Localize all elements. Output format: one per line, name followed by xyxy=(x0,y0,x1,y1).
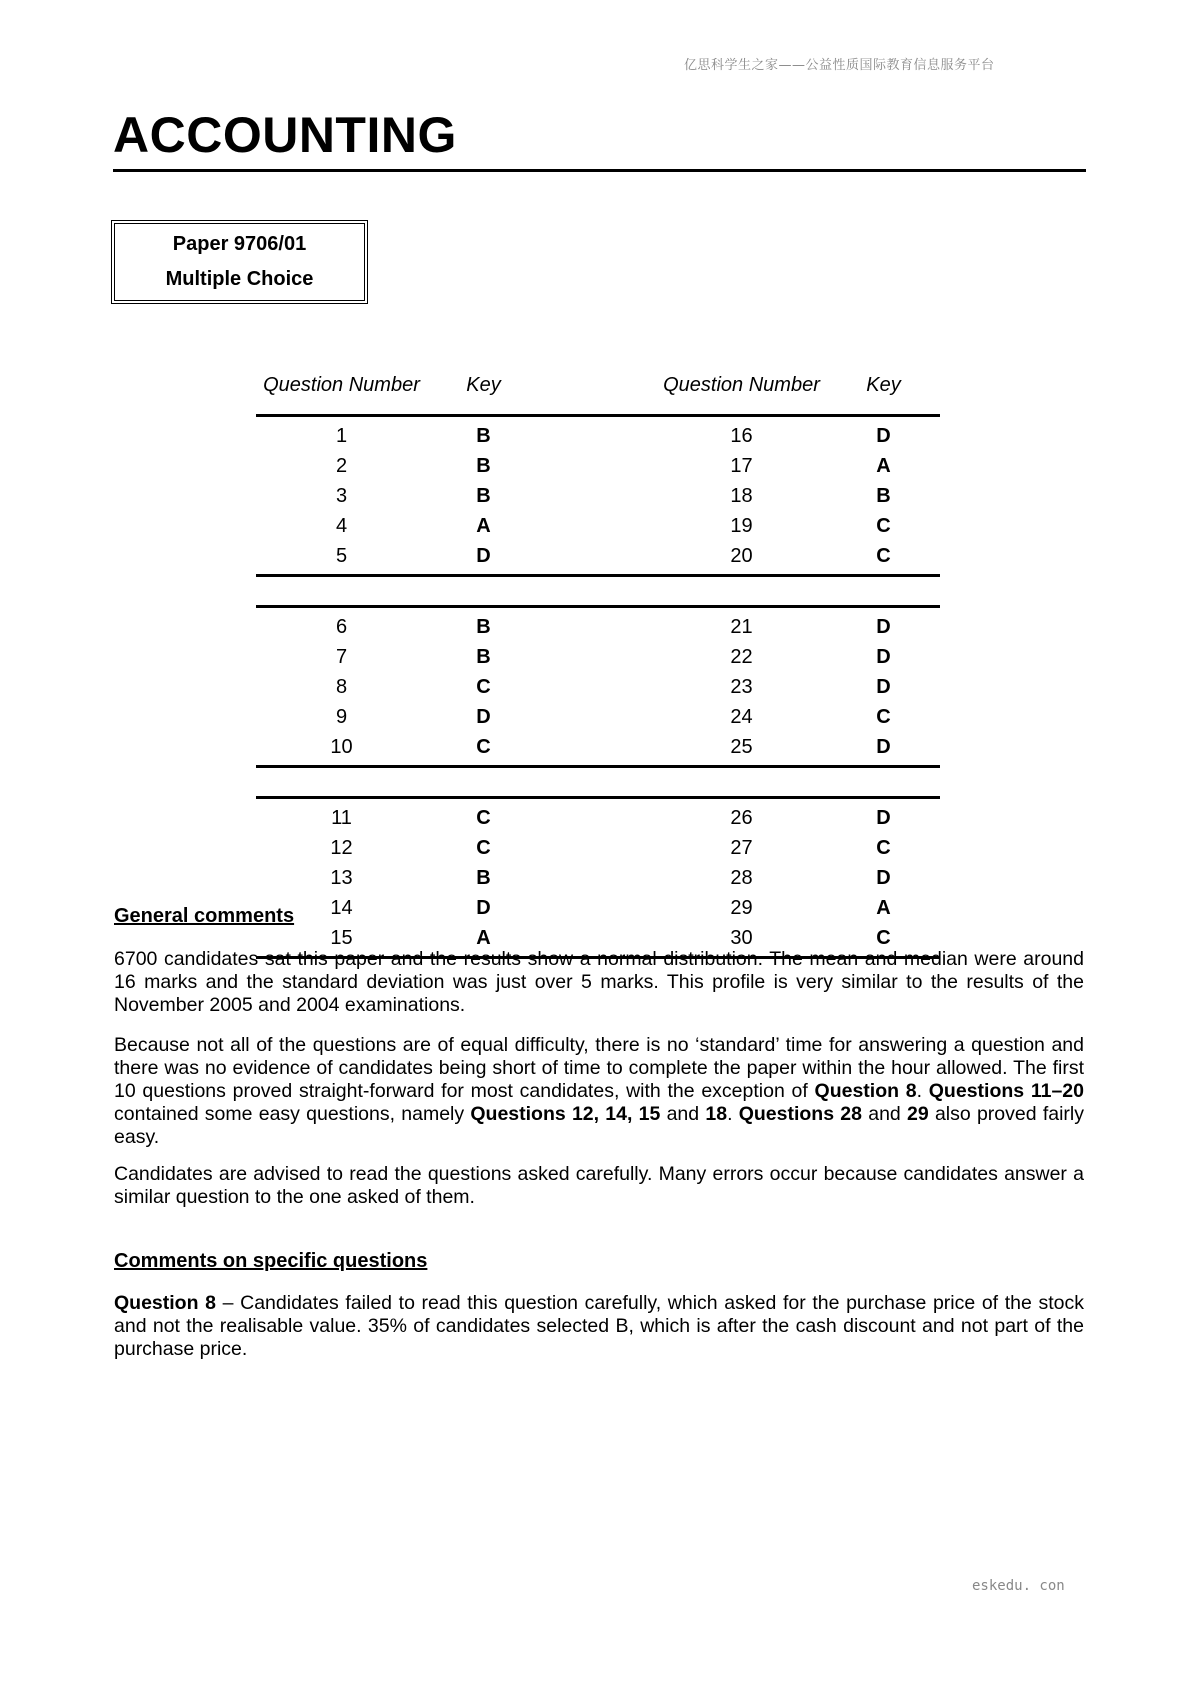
table-row xyxy=(256,833,940,863)
question-number: 2 xyxy=(335,454,348,477)
answer-key: B xyxy=(476,424,491,447)
table-row xyxy=(256,511,940,541)
header-question-number: Question Number xyxy=(663,373,820,396)
answer-key: D xyxy=(876,645,891,668)
answer-key: D xyxy=(876,866,891,889)
answer-key: D xyxy=(476,705,491,728)
header-question-number: Question Number xyxy=(263,373,420,396)
answer-key-header xyxy=(256,356,940,417)
header-watermark-text: 亿思科学生之家——公益性质国际教育信息服务平台 xyxy=(684,58,995,73)
table-row xyxy=(256,421,940,451)
table-row xyxy=(256,732,940,762)
page-title: ACCOUNTING xyxy=(113,107,457,163)
question-number: 29 xyxy=(730,896,753,919)
table-row xyxy=(256,702,940,732)
question-number: 12 xyxy=(330,836,353,859)
question-number: 10 xyxy=(330,735,353,758)
table-row xyxy=(256,541,940,571)
answer-key-group xyxy=(256,417,940,577)
answer-key: A xyxy=(476,926,491,949)
question-number: 7 xyxy=(335,645,348,668)
answer-key-table xyxy=(256,356,940,959)
answer-key: C xyxy=(476,806,491,829)
answer-key: A xyxy=(476,514,491,537)
table-row xyxy=(256,893,940,923)
answer-key: C xyxy=(476,836,491,859)
header-key: Key xyxy=(466,373,501,396)
question-number: 15 xyxy=(330,926,353,949)
answer-key: A xyxy=(876,454,891,477)
answer-key-body xyxy=(256,417,940,959)
table-row xyxy=(256,642,940,672)
table-row xyxy=(256,481,940,511)
general-paragraph-3: Candidates are advised to read the questions asked carefully. Many errors occur because candidates answer a similar question to the one asked of them. xyxy=(114,1163,1084,1208)
question-number: 16 xyxy=(730,424,753,447)
answer-key: D xyxy=(876,806,891,829)
group-separator xyxy=(256,577,940,608)
answer-key: B xyxy=(476,866,491,889)
general-comments-heading: General comments xyxy=(114,905,295,927)
answer-key: C xyxy=(876,514,891,537)
answer-key: B xyxy=(476,645,491,668)
answer-key: B xyxy=(476,454,491,477)
table-row xyxy=(256,672,940,702)
answer-key-group xyxy=(256,608,940,768)
answer-key: D xyxy=(476,896,491,919)
question-number: 24 xyxy=(730,705,753,728)
question-number: 5 xyxy=(335,544,348,567)
paper-info-box xyxy=(111,220,368,304)
footer-watermark-text: eskedu. con xyxy=(972,1578,1065,1594)
question-number: 19 xyxy=(730,514,753,537)
table-row xyxy=(256,863,940,893)
question-number: 26 xyxy=(730,806,753,829)
header-key: Key xyxy=(866,373,901,396)
question-8-comment: Question 8 – Candidates failed to read this question carefully, which asked for the purchase price of the stock and not the realisable value. 35% of candidates selected B, which is after the cash discount and not part of the purchase price. xyxy=(114,1292,1084,1360)
question-number: 30 xyxy=(730,926,753,949)
question-8-label: Question 8 xyxy=(114,1292,216,1314)
question-number: 11 xyxy=(331,806,352,829)
question-number: 21 xyxy=(730,615,753,638)
answer-key: C xyxy=(476,735,491,758)
question-number: 20 xyxy=(730,544,753,567)
question-number: 18 xyxy=(730,484,753,507)
answer-key: C xyxy=(876,544,891,567)
question-number: 23 xyxy=(730,675,753,698)
table-row xyxy=(256,803,940,833)
answer-key: C xyxy=(876,705,891,728)
question-number: 6 xyxy=(335,615,348,638)
answer-key: D xyxy=(876,615,891,638)
answer-key: A xyxy=(876,896,891,919)
answer-key: D xyxy=(476,544,491,567)
answer-key: B xyxy=(476,615,491,638)
question-number: 27 xyxy=(730,836,753,859)
question-number: 13 xyxy=(330,866,353,889)
answer-key: D xyxy=(876,735,891,758)
specific-comments-heading: Comments on specific questions xyxy=(114,1250,428,1272)
paper-code: Paper 9706/01 xyxy=(172,233,307,255)
answer-key: D xyxy=(876,675,891,698)
question-number: 4 xyxy=(335,514,348,537)
general-paragraph-1: 6700 candidates sat this paper and the results show a normal distribution. The mean and median were around 16 marks and the standard deviation was just over 5 marks. This profile is very similar to the results of the November 2005 and 2004 examinations. xyxy=(114,948,1084,1016)
title-underline xyxy=(113,169,1086,172)
question-number: 9 xyxy=(335,705,348,728)
question-number: 17 xyxy=(730,454,753,477)
answer-key: C xyxy=(876,836,891,859)
answer-key: B xyxy=(876,484,891,507)
question-number: 22 xyxy=(730,645,753,668)
general-paragraph-2: Because not all of the questions are of equal difficulty, there is no ‘standard’ time for answering a question and there was no evidence of candidates being short of time to complete the paper within the hour allowed. The first 10 questions proved straight-forward for most candidates, with the exception of Question 8. Questions 11–20 contained some easy questions, namely Questions 12, 14, 15 and 18. Questions 28 and 29 also proved fairly easy. xyxy=(114,1034,1084,1148)
answer-key: B xyxy=(476,484,491,507)
question-number: 8 xyxy=(335,675,348,698)
table-row xyxy=(256,451,940,481)
question-number: 1 xyxy=(335,424,348,447)
question-number: 14 xyxy=(330,896,353,919)
answer-key: C xyxy=(876,926,891,949)
question-number: 3 xyxy=(335,484,348,507)
group-separator xyxy=(256,768,940,799)
answer-key-group xyxy=(256,799,940,959)
answer-key: D xyxy=(876,424,891,447)
answer-key: C xyxy=(476,675,491,698)
question-number: 25 xyxy=(730,735,753,758)
question-number: 28 xyxy=(730,866,753,889)
paper-type: Multiple Choice xyxy=(165,268,314,290)
table-row xyxy=(256,612,940,642)
